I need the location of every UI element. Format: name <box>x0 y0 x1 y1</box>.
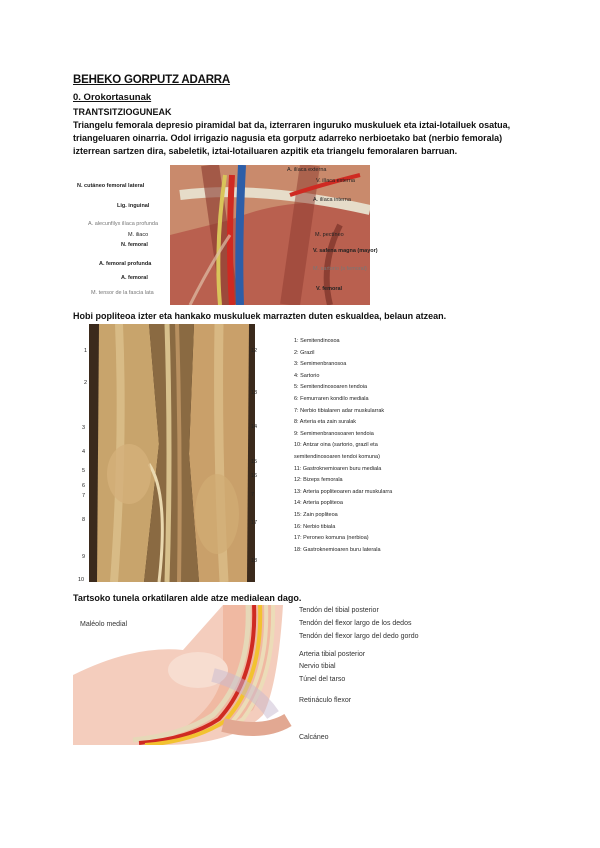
fig1-label-left: Lig. inguinal <box>117 203 150 209</box>
fig2-number: 13 <box>251 390 258 396</box>
legend-item: 5: Semitendinosoaren tendoia <box>294 384 368 391</box>
fig2-number: 6 <box>82 483 86 489</box>
fig2-number: 1 <box>84 348 88 354</box>
fig3-label-right: Calcáneo <box>299 734 329 741</box>
fig2-number: 4 <box>82 449 86 455</box>
fig1-label-right: V. safena magna (mayor) <box>313 248 378 254</box>
fig2-number: 18 <box>251 558 258 564</box>
tarsal-tunnel-caption: Tartsoko tunela orkatilaren alde atze medialean dago. <box>73 593 302 603</box>
section-subtitle: 0. Orokortasunak <box>73 92 152 103</box>
legend-item: 3: Semimenbranosoa <box>294 361 347 368</box>
legend-item: 8: Arteria eta zain suralak <box>294 419 357 426</box>
popliteal-fossa-image <box>89 324 258 582</box>
fig2-number: 5 <box>82 468 86 474</box>
fig2-number: 15 <box>251 459 258 465</box>
legend-item: 15: Zain popliteoa <box>294 511 338 518</box>
fig1-label-left: A. femoral <box>121 275 148 281</box>
fig2-number: 10 <box>78 577 85 583</box>
fig3-label-left: Maléolo medial <box>80 621 128 628</box>
fig1-label-right: M. sartorio (s femoral) <box>313 266 367 272</box>
legend-item: 11: Gastroknemioaren buru mediala <box>294 465 382 472</box>
fig2-number: 16 <box>251 473 258 479</box>
fig3-label-right: Nervio tibial <box>299 663 336 670</box>
fig1-label-left: A. alecunfilyx ilíaca profunda <box>88 221 159 227</box>
fig1-label-right: V. femoral <box>316 286 343 292</box>
intro-paragraph: Triangelu femorala depresio piramidal bat da, izterraren inguruko muskuluek eta iztai-lotailuek osatua, triangeluaren oinarria. Odol irrigazio nagusia eta gorputz adarreko nerbioetako bat (nerbio femorala) izterrean sartzen dira, sabeletik, iztai-lotailuaren azpitik eta triangelu femoralaren barruan. <box>73 120 511 156</box>
fig2-number: 14 <box>251 424 258 430</box>
fig1-label-left: N. femoral <box>121 242 148 248</box>
section-label: TRANTSITZIOGUNEAK <box>73 107 172 117</box>
fig1-label-left: N. cutáneo femoral lateral <box>77 183 145 189</box>
fig1-label-right: A. ilíaca externa <box>287 167 327 173</box>
legend-item: 1: Semitendinosoa <box>294 338 340 344</box>
fig3-label-right: Arteria tibial posterior <box>299 651 366 658</box>
fig2-number: 2 <box>84 380 88 386</box>
fig1-label-left: M. tensor de la fascia lata <box>91 290 154 296</box>
fig3-label-right: Retináculo flexor <box>299 697 352 704</box>
fig1-label-left: A. femoral profunda <box>99 261 152 267</box>
fig2-number: 8 <box>82 517 86 523</box>
page-title: BEHEKO GORPUTZ ADARRA <box>73 74 231 86</box>
fig3-label-right: Túnel del tarso <box>299 676 346 683</box>
legend-item: 17: Peroneo komuna (nerbioa) <box>294 535 369 542</box>
legend-item: 7: Nerbio tibialaren adar muskularrak <box>294 407 385 414</box>
fig2-number: 12 <box>251 348 258 354</box>
fig1-label-right: V. ilíaca externa <box>316 178 355 184</box>
popliteal-legend <box>294 336 494 556</box>
legend-item: 6: Femurraren kondilo mediala <box>294 395 369 402</box>
legend-item: 4: Sartorio <box>294 372 320 379</box>
fig2-number: 17 <box>251 520 258 526</box>
fig2-number: 3 <box>82 425 86 431</box>
fig2-number: 9 <box>82 554 86 560</box>
fig1-label-right: M. pectíneo <box>315 232 344 238</box>
legend-item: 18: Gastroknemioaren buru laterala <box>294 546 381 553</box>
legend-item: 16: Nerbio tibiala <box>294 523 336 530</box>
fig1-label-left: M. iliaco <box>128 232 149 238</box>
fig3-label-right: Tendón del flexor largo de los dedos <box>299 620 412 627</box>
fig3-label-right: Tendón del flexor largo del dedo gordo <box>299 633 419 640</box>
legend-item: 2: Grazil <box>294 349 315 356</box>
legend-item: 14: Arteria popliteoa <box>294 500 343 507</box>
legend-item: 10: Antzar oina (sartorio, grazil eta <box>294 442 378 449</box>
legend-item: 13: Arteria popliteoaren adar muskularra <box>294 488 393 495</box>
fig2-number: 7 <box>251 492 255 498</box>
fig1-label-right: A. ilíaca interna <box>313 197 351 203</box>
popliteal-caption: Hobi popliteoa izter eta hankako muskuluek marrazten duten eskualdea, belaun atzean. <box>73 311 447 321</box>
legend-item: 9: Semimenbranosoaren tendoia <box>294 430 374 437</box>
legend-item: semitendinosoaren tendoi komuna) <box>294 453 380 460</box>
legend-item: 12: Bizeps femorala <box>294 477 343 484</box>
fig3-label-right: Tendón del tibial posterior <box>299 607 379 614</box>
fig2-number: 7 <box>82 493 86 499</box>
